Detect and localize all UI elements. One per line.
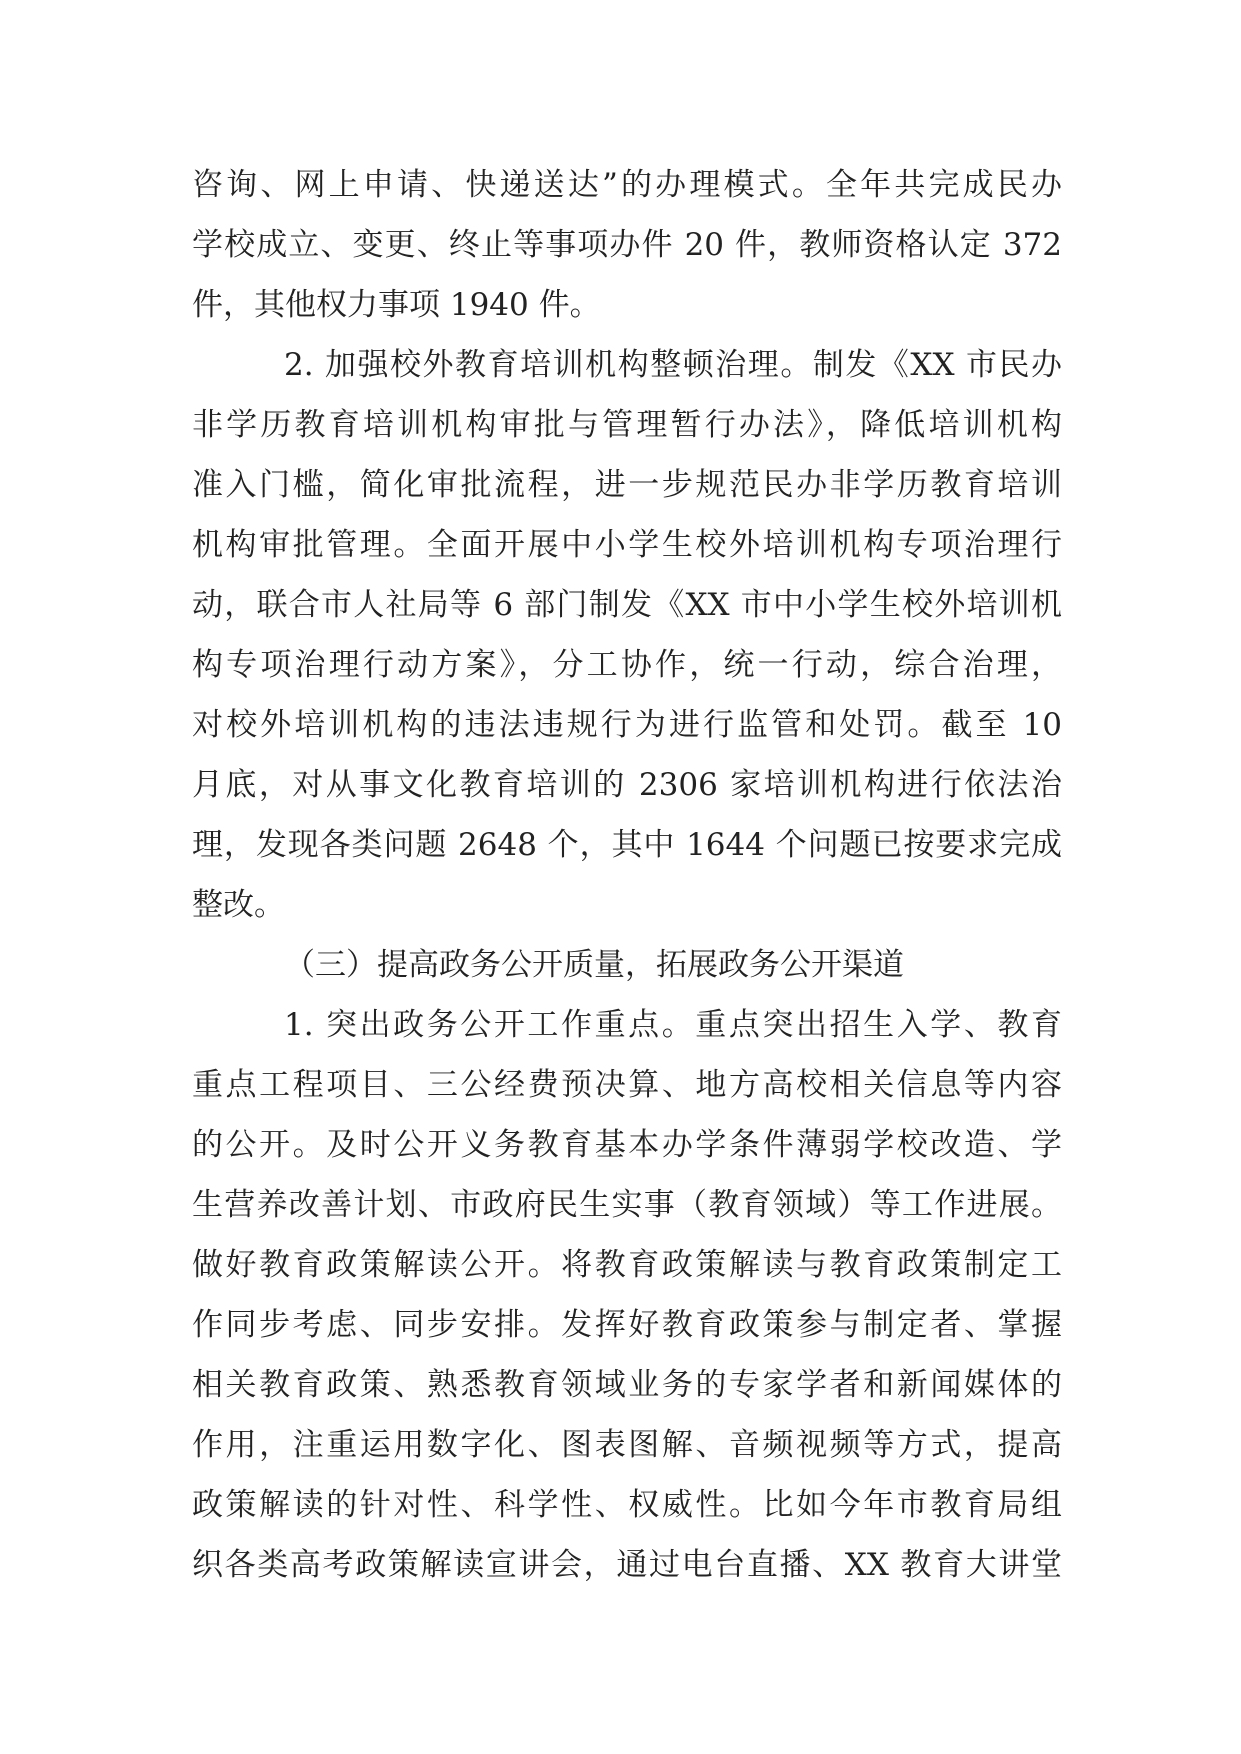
text-line: 相关教育政策、熟悉教育领域业务的专家学者和新闻媒体的 xyxy=(192,1367,1062,1403)
text-line: 织各类高考政策解读宣讲会，通过电台直播、XX 教育大讲堂 xyxy=(192,1547,1062,1583)
text-line: 月底，对从事文化教育培训的 2306 家培训机构进行依法治 xyxy=(192,767,1062,803)
text-line: 做好教育政策解读公开。将教育政策解读与教育政策制定工 xyxy=(192,1247,1062,1283)
text-line: 学校成立、变更、终止等事项办件 20 件，教师资格认定 372 xyxy=(192,227,1062,263)
text-line: 件，其他权力事项 1940 件。 xyxy=(192,287,601,323)
text-line: 理，发现各类问题 2648 个，其中 1644 个问题已按要求完成 xyxy=(192,827,1062,863)
text-line: 准入门槛，简化审批流程，进一步规范民办非学历教育培训 xyxy=(192,467,1062,503)
text-line: 对校外培训机构的违法违规行为进行监管和处罚。截至 10 xyxy=(192,707,1062,743)
text-line: 机构审批管理。全面开展中小学生校外培训机构专项治理行 xyxy=(192,527,1062,563)
text-line: 2. 加强校外教育培训机构整顿治理。制发《XX 市民办 xyxy=(284,347,1062,383)
text-line: 政策解读的针对性、科学性、权威性。比如今年市教育局组 xyxy=(192,1487,1062,1523)
section-heading: （三）提高政务公开质量，拓展政务公开渠道 xyxy=(284,947,904,983)
text-line: 非学历教育培训机构审批与管理暂行办法》，降低培训机构 xyxy=(192,407,1062,443)
text-line: 重点工程项目、三公经费预决算、地方高校相关信息等内容 xyxy=(192,1067,1062,1103)
text-line: 动，联合市人社局等 6 部门制发《XX 市中小学生校外培训机 xyxy=(192,587,1062,623)
text-line: 咨询、网上申请、快递送达”的办理模式。全年共完成民办 xyxy=(192,167,1062,203)
text-line: 整改。 xyxy=(192,887,285,923)
body-text xyxy=(192,155,1062,1595)
text-line: 生营养改善计划、市政府民生实事（教育领域）等工作进展。 xyxy=(192,1187,1062,1223)
text-line: 作用，注重运用数字化、图表图解、音频视频等方式，提高 xyxy=(192,1427,1062,1463)
text-line: 作同步考虑、同步安排。发挥好教育政策参与制定者、掌握 xyxy=(192,1307,1062,1343)
text-line: 的公开。及时公开义务教育基本办学条件薄弱学校改造、学 xyxy=(192,1127,1062,1163)
text-line: 1. 突出政务公开工作重点。重点突出招生入学、教育 xyxy=(284,1007,1062,1043)
text-line: 构专项治理行动方案》，分工协作，统一行动，综合治理， xyxy=(192,647,1062,683)
